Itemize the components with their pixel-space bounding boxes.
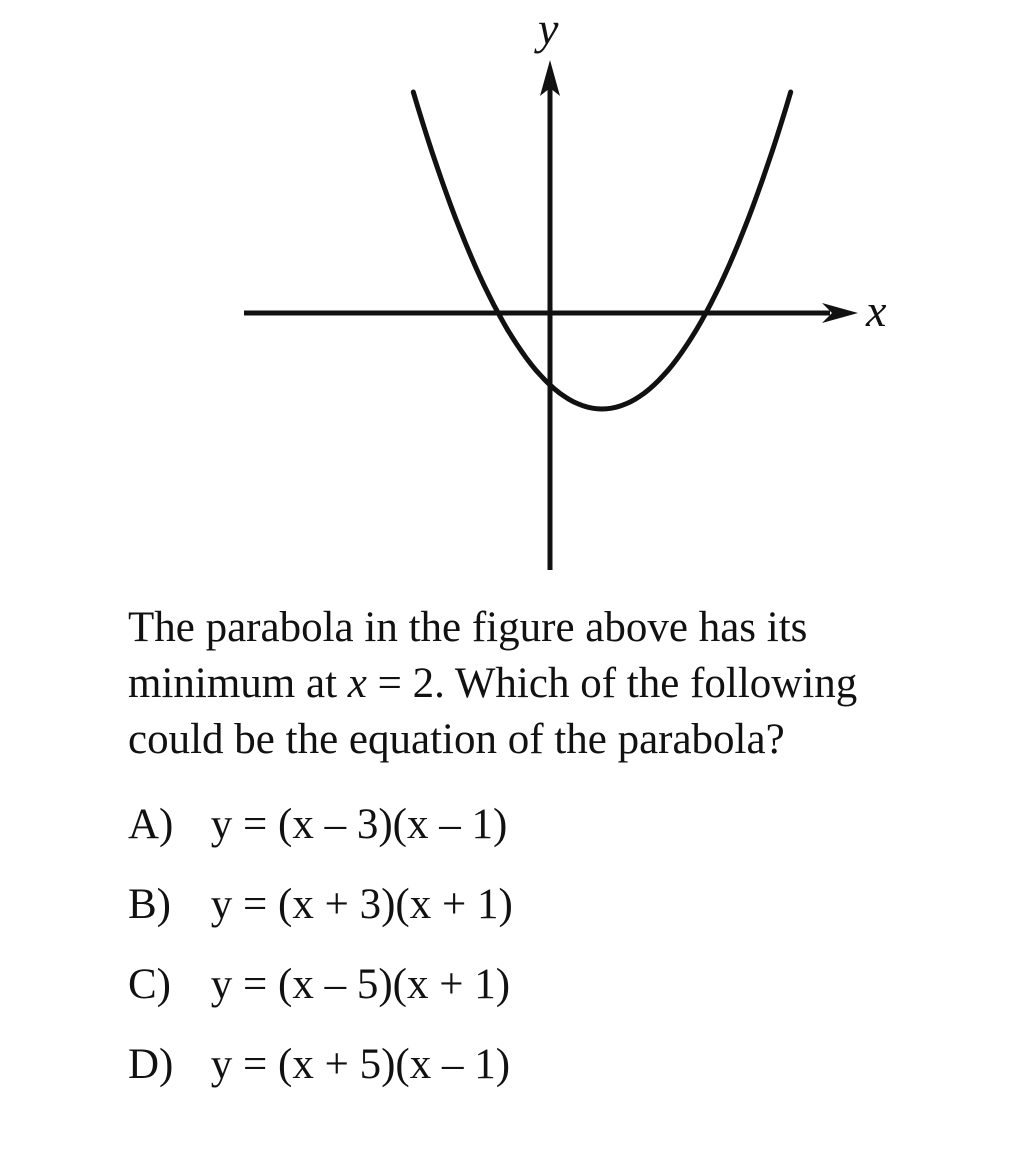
choice-equation: y = (x – 5)(x + 1) <box>210 961 511 1008</box>
x-axis-label: x <box>866 285 887 336</box>
choice-c[interactable] <box>128 956 513 1036</box>
question-variable: x <box>347 660 367 707</box>
choice-d[interactable] <box>128 1036 513 1116</box>
choice-letter: A) <box>128 801 174 848</box>
question-line-1: The parabola in the figure above has its <box>128 604 808 651</box>
choice-letter: B) <box>128 881 171 928</box>
choice-b[interactable] <box>128 876 513 956</box>
choice-letter: C) <box>128 961 171 1008</box>
choice-equation: y = (x – 3)(x – 1) <box>210 801 508 848</box>
question-line-2 <box>128 656 988 712</box>
choice-equation: y = (x + 5)(x – 1) <box>210 1041 511 1088</box>
question-line-2-end: = 2. Which of the following <box>366 660 858 707</box>
parabola-curve <box>413 92 790 409</box>
question-text <box>128 600 988 768</box>
y-axis-label: y <box>538 3 559 54</box>
choice-letter: D) <box>128 1041 174 1088</box>
choice-equation: y = (x + 3)(x + 1) <box>210 881 513 928</box>
answer-choices <box>128 796 513 1116</box>
choice-a[interactable] <box>128 796 513 876</box>
question-line-2-start: minimum at <box>128 660 348 707</box>
question-line-3: could be the equation of the parabola? <box>128 716 785 763</box>
